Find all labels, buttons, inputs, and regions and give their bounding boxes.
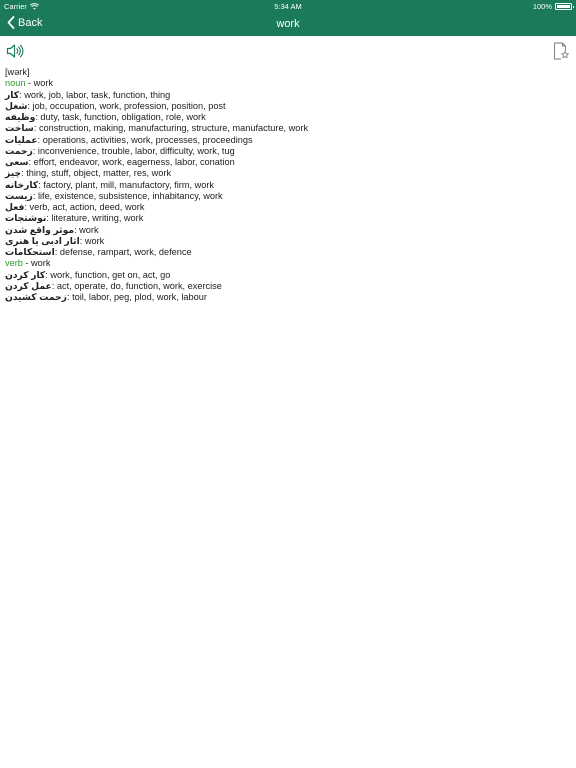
english-meanings: factory, plant, mill, manufactory, firm, work bbox=[43, 179, 214, 190]
english-meanings: work, function, get on, act, go bbox=[50, 269, 171, 280]
persian-term: شغل bbox=[5, 100, 28, 111]
list-item: زیست: life, existence, subsistence, inhabitancy, work bbox=[5, 190, 223, 201]
persian-term: چیز bbox=[5, 168, 22, 179]
persian-term: کار bbox=[5, 89, 20, 100]
persian-term: ساخت bbox=[5, 123, 34, 134]
list-item: عمل کردن: act, operate, do, function, work, exercise bbox=[5, 280, 222, 291]
english-meanings: act, operate, do, function, work, exercise bbox=[56, 280, 222, 291]
status-right bbox=[533, 2, 572, 11]
battery-percent: 100% bbox=[532, 2, 552, 11]
pos-word: work bbox=[33, 78, 54, 89]
list-item: استحکامات: defense, rampart, work, defence bbox=[5, 247, 192, 257]
english-meanings: effort, endeavor, work, eagerness, labor, conation bbox=[33, 157, 235, 167]
persian-term: اثار ادبی یا هنری bbox=[5, 235, 80, 246]
list-item: کارخانه: factory, plant, mill, manufactory, firm, work bbox=[5, 179, 214, 190]
status-bar bbox=[0, 0, 576, 13]
english-meanings: construction, making, manufacturing, structure, manufacture, work bbox=[38, 123, 309, 134]
list-item: وظیفه: duty, task, function, obligation, role, work bbox=[5, 112, 206, 122]
navigation-bar bbox=[0, 13, 576, 36]
pos-label: noun bbox=[5, 78, 26, 89]
english-meanings: thing, stuff, object, matter, res, work bbox=[26, 168, 172, 179]
english-meanings: literature, writing, work bbox=[51, 213, 144, 224]
persian-term: نوشتجات bbox=[5, 213, 47, 224]
back-label: Back bbox=[18, 16, 43, 29]
page-title: work bbox=[276, 18, 300, 30]
pos-word: work bbox=[31, 258, 51, 269]
persian-term: عملیات bbox=[5, 134, 38, 145]
list-item: موثر واقع شدن: work bbox=[5, 224, 99, 235]
persian-term: زحمت کشیدن bbox=[5, 292, 67, 302]
english-meanings: work bbox=[84, 235, 105, 246]
english-meanings: defense, rampart, work, defence bbox=[59, 247, 192, 257]
list-item: نوشتجات: literature, writing, work bbox=[5, 213, 144, 224]
speaker-icon[interactable] bbox=[6, 43, 24, 59]
english-meanings: job, occupation, work, profession, position, post bbox=[32, 100, 226, 111]
list-item: ساخت: construction, making, manufacturing, structure, manufacture, work bbox=[5, 123, 309, 134]
english-meanings: operations, activities, work, processes, proceedings bbox=[42, 134, 253, 145]
persian-term: فعل bbox=[5, 202, 25, 212]
list-item: سعی: effort, endeavor, work, eagerness, labor, conation bbox=[5, 157, 235, 167]
list-item: زحمت کشیدن: toil, labor, peg, plod, work, labour bbox=[5, 292, 207, 302]
english-meanings: work bbox=[79, 224, 99, 235]
list-item: شغل: job, occupation, work, profession, position, post bbox=[5, 100, 226, 111]
english-meanings: inconvenience, trouble, labor, difficulty, work, tug bbox=[37, 145, 235, 156]
pos-header-noun: noun - work bbox=[5, 78, 54, 89]
persian-term: استحکامات bbox=[5, 247, 55, 257]
list-item: کار: work, job, labor, task, function, thing bbox=[5, 89, 171, 100]
pronunciation: [wərk] bbox=[5, 67, 30, 77]
carrier-label: Carrier bbox=[4, 2, 27, 11]
english-meanings: toil, labor, peg, plod, work, labour bbox=[72, 292, 207, 302]
status-time: 5:34 AM bbox=[274, 2, 302, 11]
pos-label: verb bbox=[5, 258, 23, 269]
persian-term: زیست bbox=[5, 190, 33, 201]
list-item: عملیات: operations, activities, work, processes, proceedings bbox=[5, 134, 253, 145]
english-meanings: verb, act, action, deed, work bbox=[29, 202, 145, 212]
persian-term: موثر واقع شدن bbox=[5, 224, 75, 235]
list-item: اثار ادبی یا هنری: work bbox=[5, 235, 105, 246]
persian-term: کار کردن bbox=[5, 269, 46, 280]
battery-icon bbox=[555, 3, 572, 10]
list-item: چیز: thing, stuff, object, matter, res, work bbox=[5, 168, 172, 179]
english-meanings: duty, task, function, obligation, role, work bbox=[40, 112, 206, 122]
english-meanings: work, job, labor, task, function, thing bbox=[24, 89, 171, 100]
persian-term: وظیفه bbox=[5, 112, 36, 122]
definition-content bbox=[5, 67, 565, 303]
list-item: فعل: verb, act, action, deed, work bbox=[5, 202, 145, 212]
pos-header-verb: verb - work bbox=[5, 258, 51, 269]
bookmark-star-icon[interactable] bbox=[553, 42, 569, 60]
persian-term: عمل کردن bbox=[5, 280, 52, 291]
english-meanings: life, existence, subsistence, inhabitancy, work bbox=[37, 190, 223, 201]
list-item: کار کردن: work, function, get on, act, go bbox=[5, 269, 171, 280]
persian-term: سعی bbox=[5, 157, 29, 167]
persian-term: زحمت bbox=[5, 145, 33, 156]
persian-term: کارخانه bbox=[5, 179, 39, 190]
list-item: زحمت: inconvenience, trouble, labor, difficulty, work, tug bbox=[5, 145, 235, 156]
